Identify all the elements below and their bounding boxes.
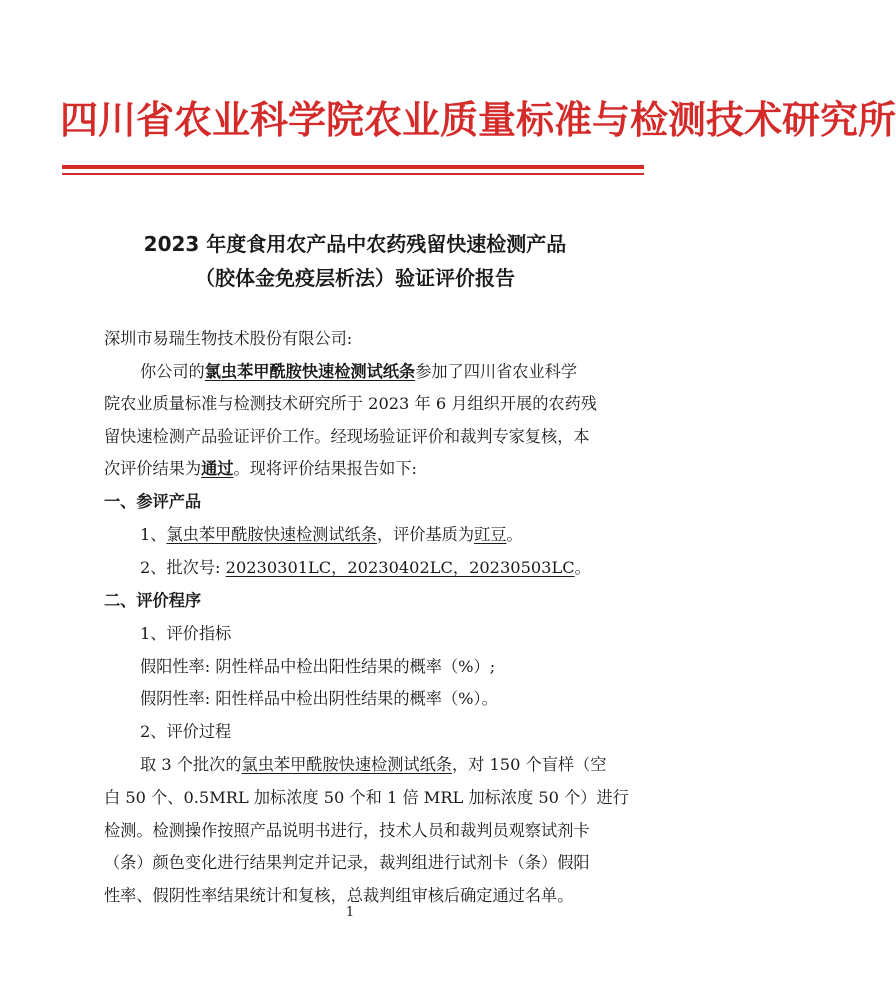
proc-line1-pre: 取 3 个批次的	[140, 755, 242, 774]
batch-numbers: 20230301LC，20230402LC，20230503LC	[225, 558, 575, 577]
section1-heading: 一、参评产品	[104, 492, 202, 511]
intro-line4-pre: 次评价结果为	[104, 459, 202, 478]
item1-matrix: 豇豆	[474, 525, 507, 544]
false-positive-definition: 假阳性率: 阴性样品中检出阳性结果的概率（%）;	[140, 657, 496, 676]
intro-pre: 你公司的	[140, 362, 205, 381]
sub2-heading: 2、评价过程	[140, 722, 232, 741]
proc-line1	[140, 754, 606, 776]
intro-line4-post: 。现将评价结果报告如下:	[233, 459, 418, 478]
intro-line2: 院农业质量标准与检测技术研究所于 2023 年 6 月组织开展的农药残	[104, 394, 597, 413]
intro-line1	[140, 361, 577, 383]
report-title-line2: （胶体金免疫层析法）验证评价报告	[195, 266, 515, 290]
proc-line4: （条）颜色变化进行结果判定并记录，裁判组进行试剂卡（条）假阳	[104, 853, 590, 872]
item2-prefix: 2、批次号:	[140, 558, 226, 577]
item1	[140, 524, 523, 546]
item1-product: 氯虫苯甲酰胺快速检测试纸条	[166, 525, 377, 544]
page-number: 1	[345, 905, 355, 920]
false-negative-definition: 假阴性率: 阳性样品中检出阴性结果的概率（%）。	[140, 689, 498, 708]
report-title-line1: 2023 年度食用农产品中农药残留快速检测产品	[143, 232, 567, 256]
item1-prefix: 1、	[140, 525, 167, 544]
proc-line3: 检测。检测操作按照产品说明书进行，技术人员和裁判员观察试剂卡	[104, 821, 590, 840]
intro-product-name: 氯虫苯甲酰胺快速检测试纸条	[204, 362, 416, 381]
intro-line3: 留快速检测产品验证评价工作。经现场验证评价和裁判专家复核，本	[104, 427, 590, 446]
item2	[140, 557, 591, 579]
addressee: 深圳市易瑞生物技术股份有限公司:	[104, 329, 353, 348]
item2-end: 。	[574, 558, 591, 577]
section2-heading: 二、评价程序	[104, 591, 202, 610]
proc-line1-post: ，对 150 个盲样（空	[451, 755, 607, 774]
letterhead-rule-thick	[62, 165, 644, 169]
institute-letterhead: 四川省农业科学院农业质量标准与检测技术研究所	[60, 97, 896, 142]
sub1-heading: 1、评价指标	[140, 624, 232, 643]
letterhead-rule-thin	[62, 173, 644, 175]
proc-line2: 白 50 个、0.5MRL 加标浓度 50 个和 1 倍 MRL 加标浓度 50 个）进行	[104, 788, 629, 807]
item1-end: 。	[506, 525, 523, 544]
proc-product: 氯虫苯甲酰胺快速检测试纸条	[241, 755, 452, 774]
intro-line4	[104, 458, 417, 480]
evaluation-result: 通过	[201, 459, 234, 478]
proc-line5: 性率、假阴性率结果统计和复核，总裁判组审核后确定通过名单。	[104, 886, 574, 905]
item1-mid: ，评价基质为	[376, 525, 475, 544]
intro-line1-post: 参加了四川省农业科学	[415, 362, 578, 381]
